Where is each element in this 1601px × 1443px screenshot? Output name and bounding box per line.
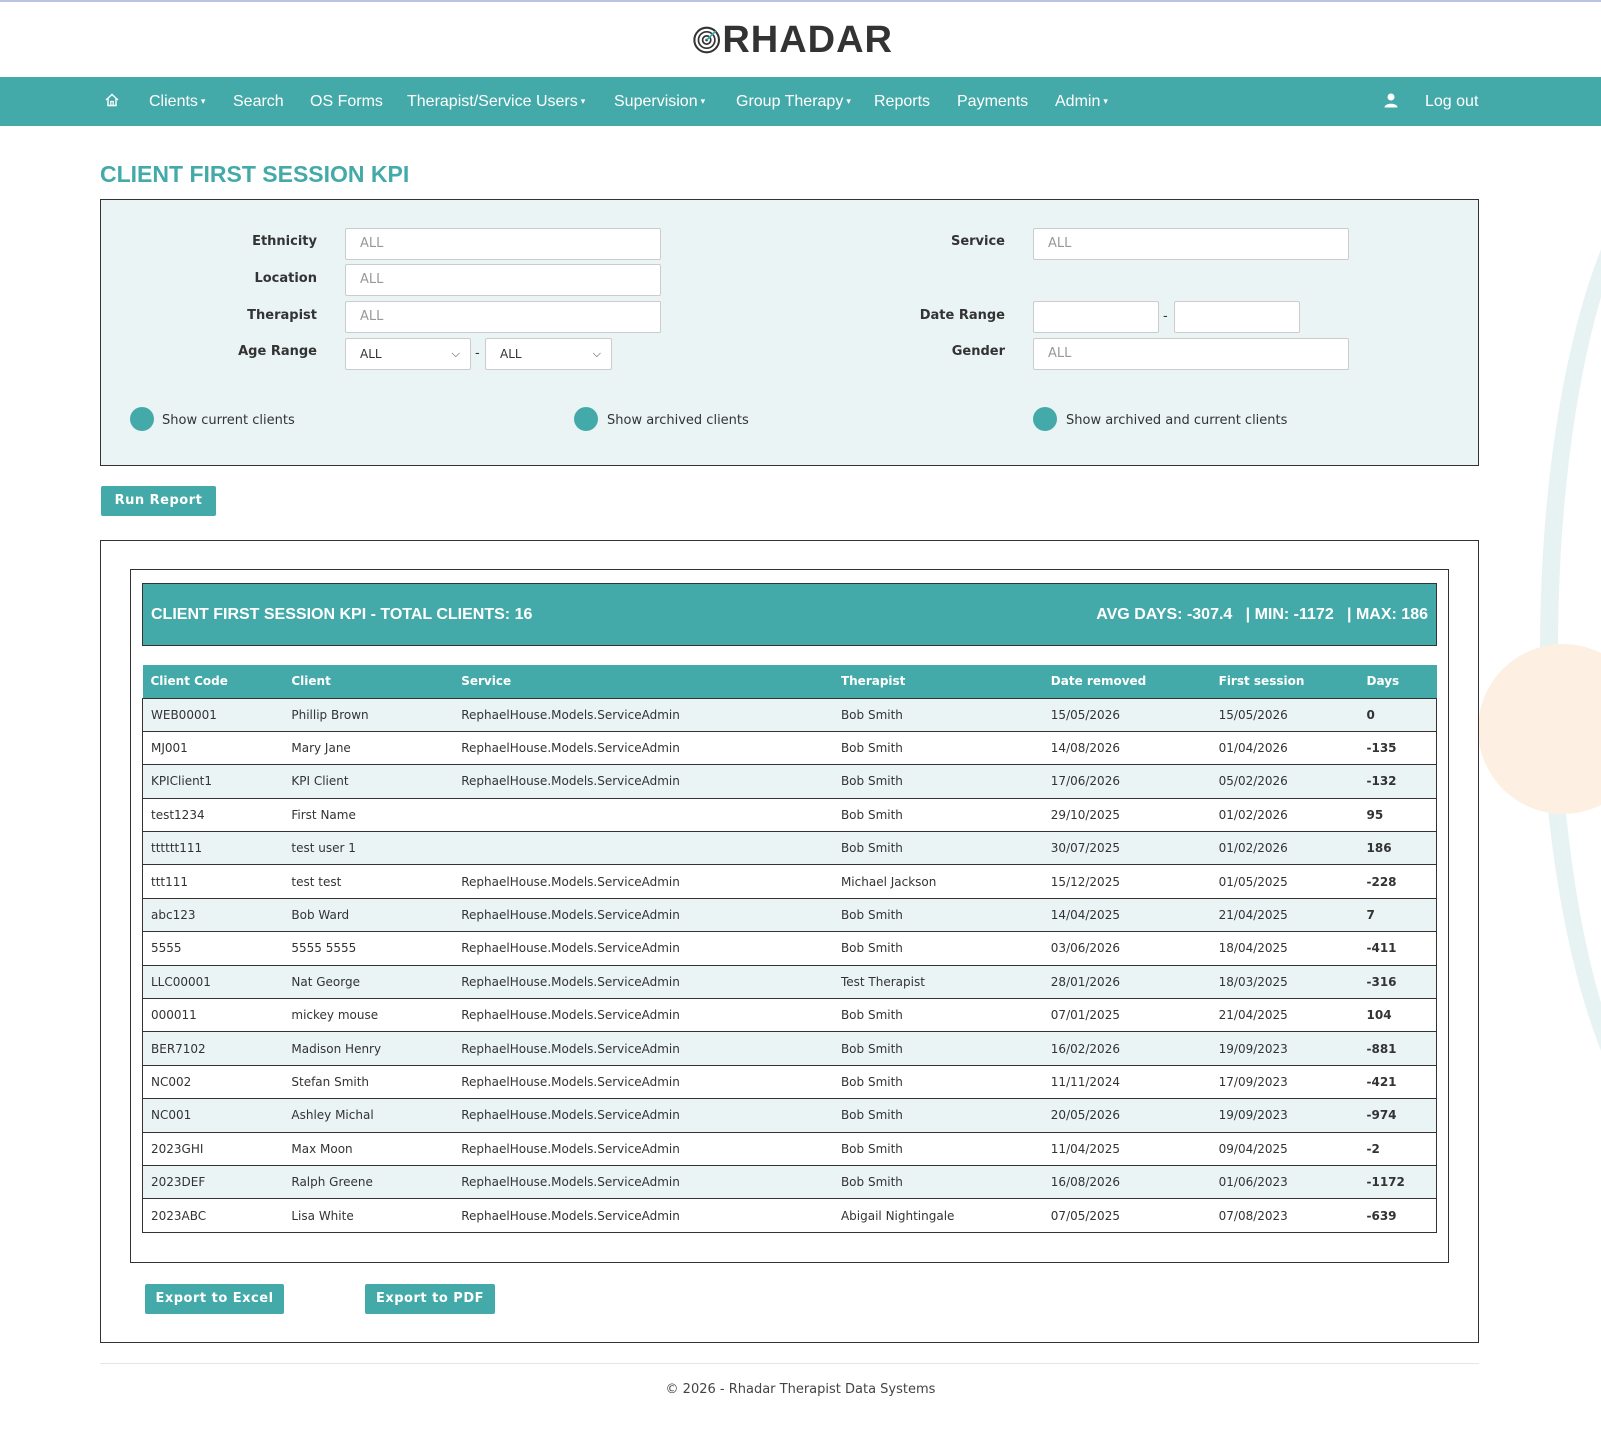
col-service[interactable]: Service [453,665,833,698]
page-title: CLIENT FIRST SESSION KPI [100,161,410,187]
cell-client: Ralph Greene [283,1165,453,1198]
radio-show-archived-clients[interactable] [574,407,598,431]
table-row [143,1065,1437,1098]
cell-days: -881 [1359,1032,1437,1065]
cell-therapist: Abigail Nightingale [833,1199,1043,1232]
table-row [143,765,1437,798]
cell-client: test user 1 [283,832,453,865]
client-code-link[interactable]: WEB00001 [143,698,284,731]
cell-service: RephaelHouse.Models.ServiceAdmin [453,1165,833,1198]
cell-days: -132 [1359,765,1437,798]
cell-client: Lisa White [283,1199,453,1232]
cell-client: First Name [283,798,453,831]
cell-first-session: 01/02/2026 [1211,798,1359,831]
cell-days: 186 [1359,832,1437,865]
cell-first-session: 09/04/2025 [1211,1132,1359,1165]
chevron-down-icon: ▾ [846,96,851,106]
cell-client: Madison Henry [283,1032,453,1065]
cell-first-session: 01/04/2026 [1211,731,1359,764]
table-row [143,832,1437,865]
cell-service: RephaelHouse.Models.ServiceAdmin [453,1032,833,1065]
location-input[interactable]: ALL [345,264,661,296]
cell-first-session: 19/09/2023 [1211,1099,1359,1132]
cell-date-removed: 11/11/2024 [1043,1065,1211,1098]
col-date-removed[interactable]: Date removed [1043,665,1211,698]
cell-therapist: Bob Smith [833,898,1043,931]
nav-group-therapy[interactable]: Group Therapy ▾ [736,93,851,110]
cell-days: -421 [1359,1065,1437,1098]
table-row [143,698,1437,731]
cell-service: RephaelHouse.Models.ServiceAdmin [453,898,833,931]
radio-label-current: Show current clients [162,413,295,428]
table-row [143,1199,1437,1232]
radio-label-archived-current: Show archived and current clients [1066,413,1288,428]
chevron-down-icon: ▾ [1103,96,1108,106]
cell-first-session: 01/05/2025 [1211,865,1359,898]
cell-client: 5555 5555 [283,932,453,965]
nav-supervision[interactable]: Supervision ▾ [614,93,706,110]
cell-days: 95 [1359,798,1437,831]
nav-reports[interactable]: Reports [874,93,931,110]
cell-client: Max Moon [283,1132,453,1165]
table-row [143,999,1437,1032]
client-code-link[interactable]: KPIClient1 [143,765,284,798]
table-row [143,932,1437,965]
cell-date-removed: 11/04/2025 [1043,1132,1211,1165]
cell-client: Nat George [283,965,453,998]
cell-days: 0 [1359,698,1437,731]
nav-clients[interactable]: Clients ▾ [149,93,206,110]
date-to-input[interactable] [1174,301,1300,333]
client-code-link[interactable]: NC002 [143,1065,284,1098]
age-range-separator: - [475,346,480,361]
cell-first-session: 21/04/2025 [1211,999,1359,1032]
logo-text: RHADAR [722,18,893,61]
client-code-link[interactable]: ttt111 [143,865,284,898]
cell-service: RephaelHouse.Models.ServiceAdmin [453,1099,833,1132]
client-code-link[interactable]: LLC00001 [143,965,284,998]
cell-date-removed: 14/08/2026 [1043,731,1211,764]
table-row [143,898,1437,931]
main-navbar [0,77,1601,126]
nav-os-forms[interactable]: OS Forms [310,93,383,110]
cell-client: mickey mouse [283,999,453,1032]
cell-days: -974 [1359,1099,1437,1132]
cell-service: RephaelHouse.Models.ServiceAdmin [453,731,833,764]
cell-date-removed: 07/05/2025 [1043,1199,1211,1232]
client-code-link[interactable]: tttttt111 [143,832,284,865]
cell-therapist: Test Therapist [833,965,1043,998]
date-range-label: Date Range [919,308,1005,323]
therapist-input[interactable]: ALL [345,301,661,333]
run-report-button[interactable]: Run Report [101,486,216,516]
client-code-link[interactable]: 2023DEF [143,1165,284,1198]
home-icon[interactable] [104,77,120,126]
table-row [143,1032,1437,1065]
cell-client: KPI Client [283,765,453,798]
cell-first-session: 19/09/2023 [1211,1032,1359,1065]
cell-therapist: Bob Smith [833,1132,1043,1165]
col-client-code[interactable]: Client Code [143,665,284,698]
age-range-label: Age Range [238,344,317,359]
table-row [143,1099,1437,1132]
service-input[interactable]: ALL [1033,228,1349,260]
footer-copyright: © 2026 - Rhadar Therapist Data Systems [665,1382,936,1397]
cell-therapist: Bob Smith [833,1065,1043,1098]
cell-date-removed: 15/12/2025 [1043,865,1211,898]
cell-service: RephaelHouse.Models.ServiceAdmin [453,765,833,798]
cell-first-session: 21/04/2025 [1211,898,1359,931]
cell-date-removed: 28/01/2026 [1043,965,1211,998]
cell-days: -135 [1359,731,1437,764]
radio-show-current-clients[interactable] [130,407,154,431]
table-row [143,1132,1437,1165]
cell-first-session: 18/04/2025 [1211,932,1359,965]
cell-client: Phillip Brown [283,698,453,731]
ethnicity-input[interactable]: ALL [345,228,661,260]
cell-days: -228 [1359,865,1437,898]
cell-first-session: 07/08/2023 [1211,1199,1359,1232]
cell-client: Bob Ward [283,898,453,931]
chevron-down-icon: ▾ [200,96,206,106]
kpi-table [142,665,1437,1233]
cell-therapist: Bob Smith [833,1165,1043,1198]
table-row [143,731,1437,764]
table-row [143,798,1437,831]
cell-therapist: Bob Smith [833,932,1043,965]
client-code-link[interactable]: 2023ABC [143,1199,284,1232]
cell-service: RephaelHouse.Models.ServiceAdmin [453,698,833,731]
col-therapist[interactable]: Therapist [833,665,1043,698]
cell-therapist: Bob Smith [833,798,1043,831]
kpi-summary-bar [142,583,1437,646]
ethnicity-label: Ethnicity [252,234,317,249]
client-code-link[interactable]: BER7102 [143,1032,284,1065]
cell-therapist: Bob Smith [833,731,1043,764]
age-from-select[interactable]: ALL ⌵ [345,338,471,370]
cell-therapist: Bob Smith [833,832,1043,865]
cell-service [453,798,833,831]
col-client[interactable]: Client [283,665,453,698]
cell-service: RephaelHouse.Models.ServiceAdmin [453,965,833,998]
client-code-link[interactable]: 5555 [143,932,284,965]
footer-divider [100,1363,1479,1364]
cell-date-removed: 29/10/2025 [1043,798,1211,831]
cell-therapist: Bob Smith [833,999,1043,1032]
cell-date-removed: 17/06/2026 [1043,765,1211,798]
cell-first-session: 17/09/2023 [1211,1065,1359,1098]
col-first-session[interactable]: First session [1211,665,1359,698]
location-label: Location [254,271,317,286]
cell-therapist: Michael Jackson [833,865,1043,898]
cell-date-removed: 03/06/2026 [1043,932,1211,965]
client-code-link[interactable]: NC001 [143,1099,284,1132]
radio-label-archived: Show archived clients [607,413,749,428]
export-excel-button[interactable]: Export to Excel [145,1284,284,1314]
chevron-down-icon: ▾ [700,96,706,106]
therapist-label: Therapist [247,308,317,323]
radio-show-archived-and-current[interactable] [1033,407,1057,431]
table-row [143,1165,1437,1198]
cell-client: Stefan Smith [283,1065,453,1098]
cell-service: RephaelHouse.Models.ServiceAdmin [453,1199,833,1232]
cell-date-removed: 30/07/2025 [1043,832,1211,865]
cell-date-removed: 16/02/2026 [1043,1032,1211,1065]
cell-client: test test [283,865,453,898]
cell-therapist: Bob Smith [833,1099,1043,1132]
gender-label: Gender [951,344,1005,359]
cell-days: -411 [1359,932,1437,965]
nav-search[interactable]: Search [233,93,284,110]
cell-first-session: 18/03/2025 [1211,965,1359,998]
client-code-link[interactable]: abc123 [143,898,284,931]
cell-service [453,832,833,865]
cell-service: RephaelHouse.Models.ServiceAdmin [453,932,833,965]
cell-days: -1172 [1359,1165,1437,1198]
cell-client: Mary Jane [283,731,453,764]
top-border [0,0,1601,2]
col-days[interactable]: Days [1359,665,1437,698]
cell-days: -316 [1359,965,1437,998]
chevron-down-icon: ▾ [580,96,586,106]
radar-logo-icon [693,20,720,60]
summary-stats: AVG DAYS: -307.4 | MIN: -1172 | MAX: 186 [1096,606,1428,623]
table-row [143,865,1437,898]
cell-therapist: Bob Smith [833,698,1043,731]
cell-client: Ashley Michal [283,1099,453,1132]
cell-first-session: 01/06/2023 [1211,1165,1359,1198]
cell-therapist: Bob Smith [833,1032,1043,1065]
cell-first-session: 01/02/2026 [1211,832,1359,865]
nav-payments[interactable]: Payments [957,93,1029,110]
gender-input[interactable]: ALL [1033,338,1349,370]
client-code-link[interactable]: test1234 [143,798,284,831]
date-range-separator: - [1163,309,1168,324]
cell-days: -639 [1359,1199,1437,1232]
cell-date-removed: 15/05/2026 [1043,698,1211,731]
nav-therapist-service-users[interactable]: Therapist/Service Users ▾ [407,93,586,110]
chevron-down-icon: ⌵ [451,347,460,360]
cell-service: RephaelHouse.Models.ServiceAdmin [453,1065,833,1098]
cell-date-removed: 20/05/2026 [1043,1099,1211,1132]
client-code-link[interactable]: 2023GHI [143,1132,284,1165]
cell-first-session: 15/05/2026 [1211,698,1359,731]
cell-service: RephaelHouse.Models.ServiceAdmin [453,999,833,1032]
cell-date-removed: 07/01/2025 [1043,999,1211,1032]
cell-days: 7 [1359,898,1437,931]
age-to-select[interactable]: ALL ⌵ [485,338,612,370]
background-circle-decoration [1478,644,1601,814]
cell-date-removed: 14/04/2025 [1043,898,1211,931]
cell-days: -2 [1359,1132,1437,1165]
cell-date-removed: 16/08/2026 [1043,1165,1211,1198]
chevron-down-icon: ⌵ [592,347,601,360]
date-from-input[interactable] [1033,301,1159,333]
cell-service: RephaelHouse.Models.ServiceAdmin [453,865,833,898]
cell-days: 104 [1359,999,1437,1032]
client-code-link[interactable]: 000011 [143,999,284,1032]
nav-admin[interactable]: Admin ▾ [1055,93,1108,110]
cell-therapist: Bob Smith [833,765,1043,798]
service-label: Service [950,234,1005,249]
table-row [143,965,1437,998]
table-header-row [143,665,1437,698]
export-pdf-button[interactable]: Export to PDF [365,1284,495,1314]
app-logo[interactable] [693,18,893,62]
cell-service: RephaelHouse.Models.ServiceAdmin [453,1132,833,1165]
summary-total: CLIENT FIRST SESSION KPI - TOTAL CLIENTS: 16 [151,606,533,623]
cell-first-session: 05/02/2026 [1211,765,1359,798]
logout-link[interactable]: Log out [1425,93,1479,110]
user-icon[interactable] [1384,77,1398,126]
client-code-link[interactable]: MJ001 [143,731,284,764]
